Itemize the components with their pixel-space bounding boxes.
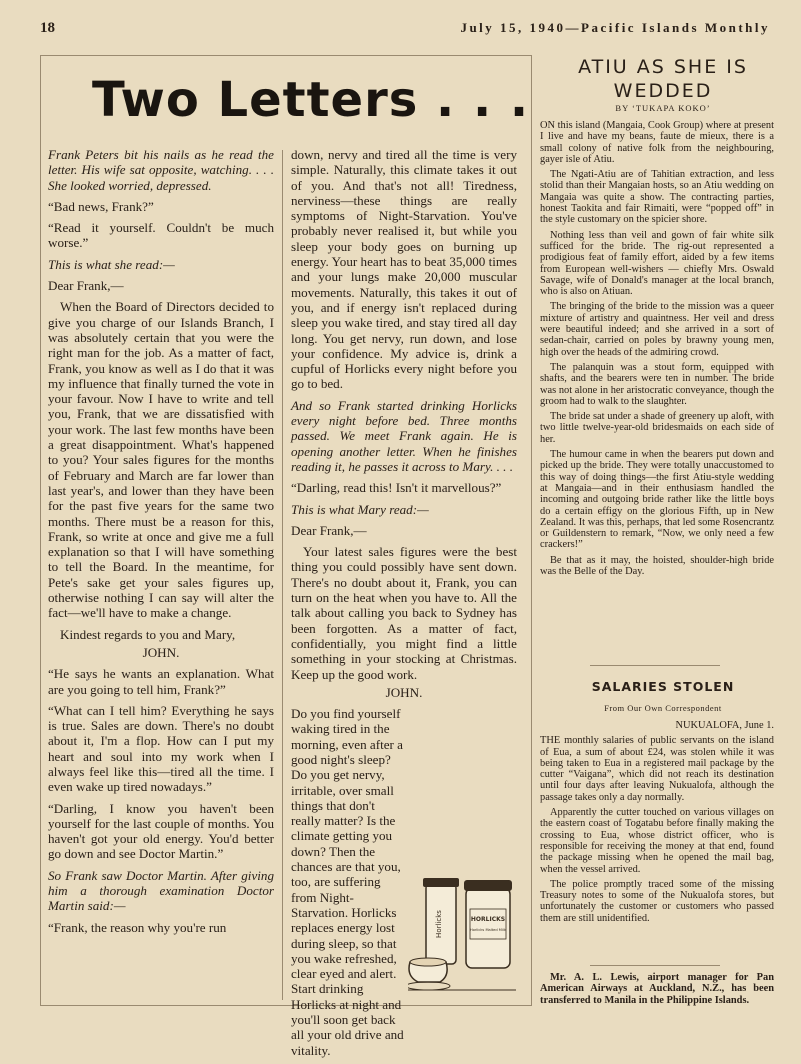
article-headline: Two Letters . . . — [92, 72, 530, 128]
article-paragraph: Dear Frank,— — [291, 522, 367, 538]
svg-text:Horlicks: Horlicks — [435, 910, 443, 938]
article-paragraph: Do you find yourself waking tired in the morning, even after a good night's sleep? Do you get nervy, irritable, over small things that don't really matter? Is the climate getting you down? Then the chances are that you, too, are suffering from Night-Starvation. Horlicks replaces energy lost during sleep, so that you wake refreshed, clear eyed and alert. Start drinking Horlicks at night and you'll soon get back all your old drive and vitality. — [291, 706, 404, 1058]
article-paragraph: So Frank saw Doctor Martin. After giving him a thorough examination Doctor Martin said:— — [48, 867, 274, 914]
dateline: NUKUALOFA, June 1. — [675, 720, 774, 731]
article-paragraph: “Darling, read this! Isn't it marvellous?” — [291, 480, 502, 496]
sidebar-title: ATIU AS SHE IS WEDDED — [578, 56, 748, 102]
horlicks-jar-illustration — [408, 874, 516, 994]
article-paragraph: Dear Frank,— — [48, 278, 124, 294]
sidebar-paragraph: The palanquin was a stout form, equipped with shafts, and the bearers were ten in number. The bride was not alone in her aristocratic conveyance, though the groom had to walk to the slaughter. — [540, 361, 774, 407]
article-paragraph: This is what she read:— — [48, 256, 175, 272]
jar-label: HORLICKS — [470, 916, 506, 923]
sidebar-paragraph: Nothing less than veil and gown of fair white silk sufficed for the bride. The rig-out represented a prodigious feat of family effort, aided by a few items from European well-wishers — chiefly Mrs. Oswald Savage, wife of Donald's manager at the local branch, who is also on Atiuan. — [540, 229, 774, 298]
left-border — [40, 55, 41, 1005]
column-divider — [531, 55, 532, 1005]
sidebar-paragraph: THE monthly salaries of public servants on the island of Eua, a sum of about £24, was stolen while it was being taken to Eua in a registered mail package by the cutter “Vaigana”, which did not reach its destination until four days after leaving Nukualofa, although the passage takes only a day normally. — [540, 735, 774, 803]
article-paragraph: Your latest sales figures were the best thing you could possibly have sent down. There's no doubt about it, Frank, you can turn on the heat when you have to. All the talk about calling you back to Sydney has been forgotten. As a matter of fact, confidentially, you might find a little something in your stocking at Christmas. Keep up the good work. — [291, 544, 517, 682]
article-paragraph: When the Board of Directors decided to give you charge of our Islands Branch, I was absolutely certain that you were the right man for the job. As a matter of fact, Frank, you know as well as I do that it was my influence that finally turned the vote in your favour. Now I have to write and tell you, Frank, that we are dissatisfied with your work. The last few months have been a great disappointment. What's happened to you? Your sales figures for the months of February and March are far lower than last year's, and lower than they have been for the past five years for the same two months. There must be a reason for this, Frank, so write at once and give me a full explanation so that I will have something to tell the Board. In the meantime, for Pete's sake get your sales figures up, otherwise nothing I can say will alter the fact—we'll have to make a change. — [48, 299, 274, 621]
sidebar-paragraph: The humour came in when the bearers put down and picked up the bride. They were totally unaccustomed to this way of doing things—the first Atiu-style wedding at Mangaia—and in their enthusiasm handled the incoming and outgoing bride rather like the little boys do a certain effigy on the glorious Fifth, up in New Zealand. It was this, perhaps, that led some Rosencrantz or Guildenstern to remark, “Now, we only need a few crackers!” — [540, 449, 774, 551]
section-rule — [590, 665, 720, 666]
article-paragraph: “Darling, I know you haven't been yourself for the last couple of months. You haven't got your old energy. You'd better go down and see Doctor Martin.” — [48, 800, 274, 862]
note-rule — [590, 965, 720, 966]
jar-sub-label: Horlicks Malted Milk — [470, 928, 506, 932]
article-paragraph: This is what Mary read:— — [291, 501, 429, 517]
sidebar-paragraph: Apparently the cutter touched on various villages on the eastern coast of Togatabu before finally making the crossing to Eua, whose district officer, who is responsible for receiving the money at that end, found the package missing when he opened the mail bag, when the vessel arrived. — [540, 807, 774, 875]
sidebar-paragraph: The Ngati-Atiu are of Tahitian extraction, and less stolid than their Mangaian hosts, so an Atiu wedding on Mangaia was quite a show. The contracting parties, honest Taokita and fair Rimaiti, were “popped off” in the style customary on the spicier shore. — [540, 169, 774, 226]
top-rule — [40, 55, 532, 56]
article-paragraph: JOHN. — [385, 684, 423, 700]
article-paragraph: “He says he wants an explanation. What are you going to tell him, Frank?” — [48, 666, 274, 697]
sidebar-article-2 — [540, 720, 774, 928]
salaries-stolen-title: SALARIES STOLEN — [591, 679, 735, 694]
transfer-note: Mr. A. L. Lewis, airport manager for Pan American Airways at Auckland, N.Z., has been transferred to Manila in the Philippine Islands. — [540, 972, 774, 1006]
article-paragraph: Kindest regards to you and Mary, — [60, 626, 236, 642]
sidebar-paragraph: The bride sat under a shade of greenery up aloft, with two little twelve-year-old bridesmaids on each side of her. — [540, 411, 774, 445]
personal-note — [540, 972, 774, 1010]
article-paragraph: “Read it yourself. Couldn't be much worse.” — [48, 220, 274, 251]
article-column-divider — [282, 150, 283, 1000]
sidebar-byline: BY ‘TUKAPA KOKO’ — [615, 103, 711, 113]
article-paragraph: down, nervy and tired all the time is very simple. Naturally, this climate takes it out of you. And that's not all! Tiredness, nerviness—these things are really symptoms of Night-Starvation. You've probably never realised it, but while you sleep your body goes on burning up energy. Your heart has to beat 35,000 times and your lungs make 20,000 muscular movements. Naturally, this takes it out of you, and if energy isn't replaced during sleep you wake tired, and stay tired all day long. You get nervy, run down, and lose your confidence. My advice is, drink a cupful of Horlicks every night before you go to bed. — [291, 147, 517, 392]
article-column-1 — [48, 147, 274, 941]
article-paragraph: “What can I tell him? Everything he says is true. Sales are down. There's no doubt about it, I'm a flop. How can I put my heart and soul into my work when I always feel like this—tired all the time. I even wake up tired nowadays.” — [48, 702, 274, 795]
correspondent-byline: From Our Own Correspondent — [604, 703, 722, 713]
page-header — [40, 20, 770, 42]
sidebar-paragraph: Be that as it may, the hoisted, shoulder-high bride was the Belle of the Day. — [540, 554, 774, 577]
sidebar-paragraph: ON this island (Mangaia, Cook Group) where at present I live and have my beans, faute de mieux, there is a small colony of native folk from the neighbouring, gayer isle of Atiu. — [540, 120, 774, 165]
sidebar-article-1 — [540, 120, 774, 581]
sidebar-paragraph: The bringing of the bride to the mission was a queer mixture of artistry and quaintness. Her veil and dress were beautiful indeed; and she arrived in a sort of sedan-chair, carried on poles by brawny young men, high over the heads of the admiring crowd. — [540, 301, 774, 358]
running-title: July 15, 1940—Pacific Islands Monthly — [460, 20, 770, 35]
article-paragraph: And so Frank started drinking Horlicks every night before bed. Three months passed. We meet Frank again. He is opening another letter. When he finishes reading it, he passes it across to Mary. . . . — [291, 397, 517, 474]
sidebar-paragraph: The police promptly traced some of the missing Treasury notes to some of the Nukualofa stores, but unfortunately the customer or customers who passed them are still unidentified. — [540, 878, 774, 924]
page-number: 18 — [40, 20, 55, 36]
article-paragraph: “Bad news, Frank?” — [48, 198, 154, 214]
article-paragraph: “Frank, the reason why you're run — [48, 919, 227, 935]
article-paragraph: Frank Peters bit his nails as he read the letter. His wife sat opposite, watching. . . . She looked worried, depressed. — [48, 147, 274, 193]
article-paragraph: JOHN. — [142, 644, 180, 660]
